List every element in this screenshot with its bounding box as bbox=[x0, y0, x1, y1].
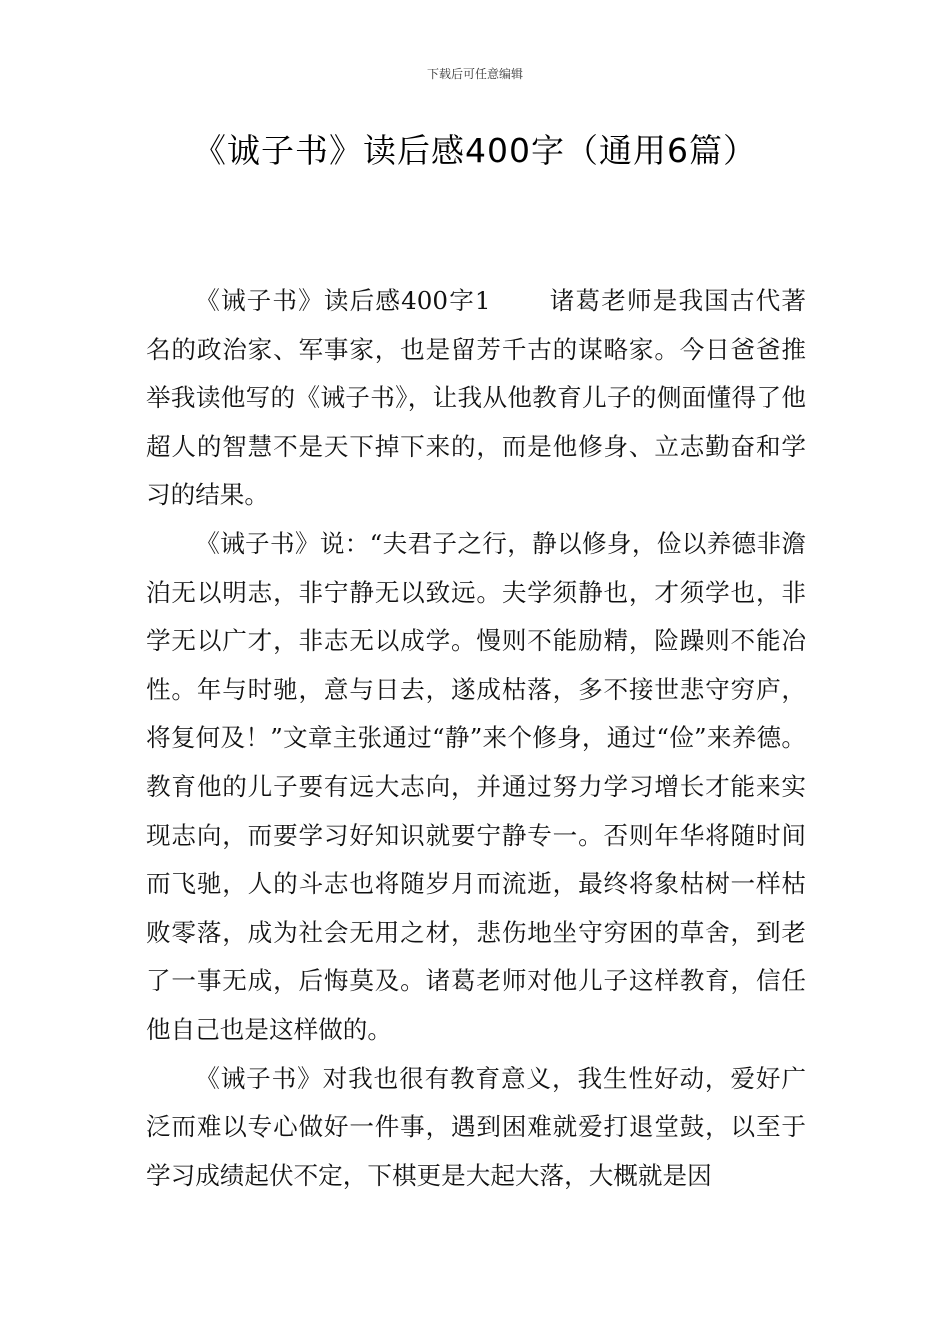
document-body bbox=[146, 277, 806, 1200]
paragraph-1 bbox=[146, 277, 806, 520]
paragraph-2: 《诫子书》说：“夫君子之行，静以修身，俭以养德非澹泊无以明志，非宁静无以致远。夫学须静也，才须学也，非学无以广才，非志无以成学。慢则不能励精，险躁则不能冶性。年与时驰，意与日去，遂成枯落，多不接世悲守穷庐，将复何及！”文章主张通过“静”来个修身，通过“俭”来养德。教育他的儿子要有远大志向，并通过努力学习增长才能来实现志向，而要学习好知识就要宁静专一。否则年华将随时间而飞驰，人的斗志也将随岁月而流逝，最终将象枯树一样枯败零落，成为社会无用之材，悲伤地坐守穷困的草舍，到老了一事无成，后悔莫及。诸葛老师对他儿子这样教育，信任他自己也是这样做的。 bbox=[146, 528, 806, 1044]
paragraph-3: 《诫子书》对我也很有教育意义，我生性好动，爱好广泛而难以专心做好一件事，遇到困难就爱打退堂鼓，以至于学习成绩起伏不定，下棋更是大起大落，大概就是因 bbox=[146, 1063, 806, 1190]
essay-heading: 《诫子书》读后感400字1 bbox=[195, 286, 491, 315]
header-note: 下载后可任意编辑 bbox=[426, 67, 523, 81]
document-title: 《诚子书》读后感400字（通用6篇） bbox=[193, 131, 757, 170]
paragraph-1-text: 诸葛老师是我国古代著名的政治家、军事家，也是留芳千古的谋略家。今日爸爸推举我读他写的《诫子书》，让我从他教育儿子的侧面懂得了他超人的智慧不是天下掉下来的，而是他修身、立志勤奋和学习的结果。 bbox=[146, 286, 806, 510]
